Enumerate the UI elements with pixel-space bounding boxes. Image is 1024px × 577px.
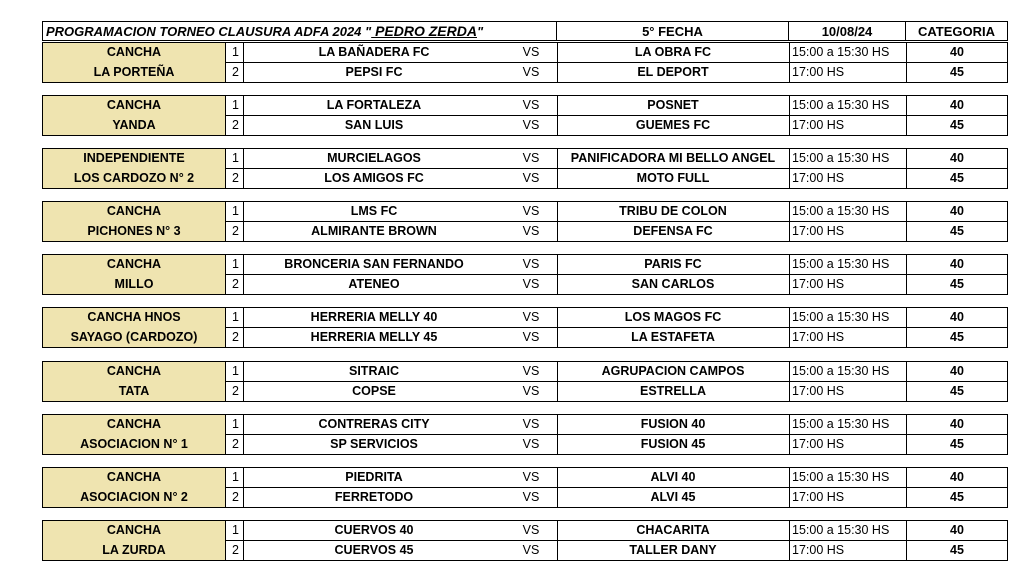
away-team: FUSION 45 [640, 437, 706, 451]
venue-name-line: CANCHA [106, 257, 162, 271]
match-time: 15:00 a 15:30 HS [792, 364, 890, 378]
match-time: 15:00 a 15:30 HS [792, 257, 890, 271]
home-team: LMS FC [350, 204, 398, 218]
home-team: BRONCERIA SAN FERNANDO [284, 257, 464, 271]
match-number: 1 [232, 151, 239, 165]
match-number: 2 [232, 118, 239, 132]
match-category: 45 [950, 330, 964, 344]
home-team: CONTRERAS CITY [318, 417, 430, 431]
venue-cell [42, 95, 226, 136]
match-category: 40 [950, 310, 964, 324]
vs-label: VS [522, 330, 540, 344]
venue-name-line: INDEPENDIENTE [83, 151, 185, 165]
venue-name-line: CANCHA [106, 523, 162, 537]
away-team: TRIBU DE COLON [619, 204, 727, 218]
match-number: 2 [232, 171, 239, 185]
away-team: GUEMES FC [635, 118, 711, 132]
match-number: 1 [232, 310, 239, 324]
home-team: SP SERVICIOS [330, 437, 418, 451]
venue-name-line: ASOCIACION N° 2 [80, 490, 188, 504]
home-team: FERRETODO [334, 490, 414, 504]
venue-name-line: CANCHA HNOS [87, 310, 181, 324]
home-team: ATENEO [348, 277, 400, 291]
match-number: 1 [232, 523, 239, 537]
match-category: 45 [950, 543, 964, 557]
date-label: 10/08/24 [789, 21, 906, 41]
venue-cell [42, 148, 226, 189]
match-time: 17:00 HS [792, 224, 845, 238]
match-number: 1 [232, 417, 239, 431]
match-category: 45 [950, 384, 964, 398]
vs-label: VS [522, 204, 540, 218]
match-category: 45 [950, 437, 964, 451]
home-team: HERRERIA MELLY 40 [310, 310, 438, 324]
home-team: SAN LUIS [344, 118, 404, 132]
vs-label: VS [522, 277, 540, 291]
match-time: 15:00 a 15:30 HS [792, 204, 890, 218]
venue-name-line: LA ZURDA [102, 543, 166, 557]
venue-name-line: MILLO [114, 277, 154, 291]
fecha-label: 5° FECHA [557, 21, 789, 41]
venue-name-line: CANCHA [106, 364, 162, 378]
title-prefix: PROGRAMACION TORNEO CLAUSURA ADFA 2024 " [46, 24, 372, 39]
venue-cell [42, 520, 226, 561]
vs-label: VS [522, 384, 540, 398]
vs-label: VS [522, 171, 540, 185]
home-team: COPSE [352, 384, 396, 398]
match-time: 15:00 a 15:30 HS [792, 45, 890, 59]
vs-label: VS [522, 224, 540, 238]
match-category: 40 [950, 523, 964, 537]
venue-name-line: SAYAGO (CARDOZO) [70, 330, 198, 344]
away-team: TALLER DANY [629, 543, 717, 557]
match-category: 40 [950, 364, 964, 378]
away-team: SAN CARLOS [631, 277, 715, 291]
venue-name-line: CANCHA [106, 204, 162, 218]
venue-name-line: ASOCIACION N° 1 [80, 437, 188, 451]
venue-name-line: PICHONES N° 3 [87, 224, 181, 238]
venue-cell [42, 307, 226, 348]
match-time: 15:00 a 15:30 HS [792, 470, 890, 484]
match-number: 1 [232, 257, 239, 271]
match-number: 2 [232, 224, 239, 238]
match-number: 1 [232, 364, 239, 378]
tournament-title [42, 21, 557, 41]
vs-label: VS [522, 98, 540, 112]
match-time: 17:00 HS [792, 543, 845, 557]
match-number: 1 [232, 470, 239, 484]
match-number: 2 [232, 437, 239, 451]
match-time: 17:00 HS [792, 384, 845, 398]
home-team: PIEDRITA [345, 470, 403, 484]
vs-label: VS [522, 437, 540, 451]
venue-name-line: LOS CARDOZO N° 2 [73, 171, 195, 185]
away-team: ALVI 40 [650, 470, 696, 484]
vs-label: VS [522, 310, 540, 324]
venue-name-line: CANCHA [106, 470, 162, 484]
venue-cell [42, 42, 226, 83]
match-category: 40 [950, 151, 964, 165]
home-team: SITRAIC [349, 364, 399, 378]
venue-cell [42, 467, 226, 508]
match-category: 45 [950, 118, 964, 132]
away-team: POSNET [647, 98, 699, 112]
vs-label: VS [522, 45, 540, 59]
venue-cell [42, 201, 226, 242]
venue-cell [42, 361, 226, 402]
match-time: 17:00 HS [792, 437, 845, 451]
vs-label: VS [522, 490, 540, 504]
away-team: LA ESTAFETA [631, 330, 715, 344]
match-category: 40 [950, 45, 964, 59]
vs-label: VS [522, 364, 540, 378]
match-number: 2 [232, 543, 239, 557]
away-team: DEFENSA FC [633, 224, 713, 238]
match-category: 45 [950, 490, 964, 504]
vs-label: VS [522, 417, 540, 431]
away-team: LOS MAGOS FC [624, 310, 722, 324]
vs-label: VS [522, 151, 540, 165]
title-suffix: " [476, 24, 484, 39]
match-time: 15:00 a 15:30 HS [792, 417, 890, 431]
away-team: PANIFICADORA MI BELLO ANGEL [570, 151, 776, 165]
away-team: EL DEPORT [637, 65, 709, 79]
match-category: 45 [950, 277, 964, 291]
match-time: 17:00 HS [792, 65, 845, 79]
match-time: 15:00 a 15:30 HS [792, 151, 890, 165]
home-team: PEPSI FC [345, 65, 403, 79]
match-category: 45 [950, 65, 964, 79]
vs-label: VS [522, 118, 540, 132]
match-time: 15:00 a 15:30 HS [792, 310, 890, 324]
home-team: ALMIRANTE BROWN [311, 224, 437, 238]
title-name: PEDRO ZERDA [371, 23, 477, 39]
home-team: CUERVOS 40 [334, 523, 414, 537]
home-team: LA FORTALEZA [326, 98, 422, 112]
venue-name-line: LA PORTEÑA [93, 65, 175, 79]
venue-cell [42, 414, 226, 455]
away-team: FUSION 40 [640, 417, 706, 431]
match-number: 2 [232, 384, 239, 398]
match-category: 45 [950, 171, 964, 185]
away-team: MOTO FULL [636, 171, 710, 185]
venue-cell [42, 254, 226, 295]
home-team: HERRERIA MELLY 45 [310, 330, 438, 344]
match-number: 2 [232, 65, 239, 79]
venue-name-line: TATA [118, 384, 150, 398]
match-number: 1 [232, 98, 239, 112]
away-team: PARIS FC [644, 257, 702, 271]
match-number: 2 [232, 330, 239, 344]
vs-label: VS [522, 470, 540, 484]
categoria-label: CATEGORIA [906, 21, 1008, 41]
home-team: LOS AMIGOS FC [324, 171, 424, 185]
away-team: CHACARITA [636, 523, 710, 537]
vs-label: VS [522, 257, 540, 271]
venue-name-line: CANCHA [106, 98, 162, 112]
match-number: 2 [232, 490, 239, 504]
match-category: 40 [950, 257, 964, 271]
match-category: 45 [950, 224, 964, 238]
match-time: 17:00 HS [792, 118, 845, 132]
match-time: 17:00 HS [792, 171, 845, 185]
away-team: LA OBRA FC [634, 45, 712, 59]
match-category: 40 [950, 98, 964, 112]
match-number: 2 [232, 277, 239, 291]
venue-name-line: CANCHA [106, 45, 162, 59]
venue-name-line: CANCHA [106, 417, 162, 431]
match-category: 40 [950, 417, 964, 431]
match-time: 15:00 a 15:30 HS [792, 98, 890, 112]
match-time: 15:00 a 15:30 HS [792, 523, 890, 537]
vs-label: VS [522, 523, 540, 537]
match-category: 40 [950, 204, 964, 218]
away-team: AGRUPACION CAMPOS [601, 364, 745, 378]
away-team: ESTRELLA [640, 384, 706, 398]
home-team: MURCIELAGOS [327, 151, 421, 165]
home-team: LA BAÑADERA FC [318, 45, 430, 59]
match-category: 40 [950, 470, 964, 484]
match-time: 17:00 HS [792, 490, 845, 504]
match-number: 1 [232, 45, 239, 59]
vs-label: VS [522, 543, 540, 557]
venue-name-line: YANDA [112, 118, 156, 132]
match-time: 17:00 HS [792, 277, 845, 291]
vs-label: VS [522, 65, 540, 79]
away-team: ALVI 45 [650, 490, 696, 504]
match-time: 17:00 HS [792, 330, 845, 344]
home-team: CUERVOS 45 [334, 543, 414, 557]
match-number: 1 [232, 204, 239, 218]
